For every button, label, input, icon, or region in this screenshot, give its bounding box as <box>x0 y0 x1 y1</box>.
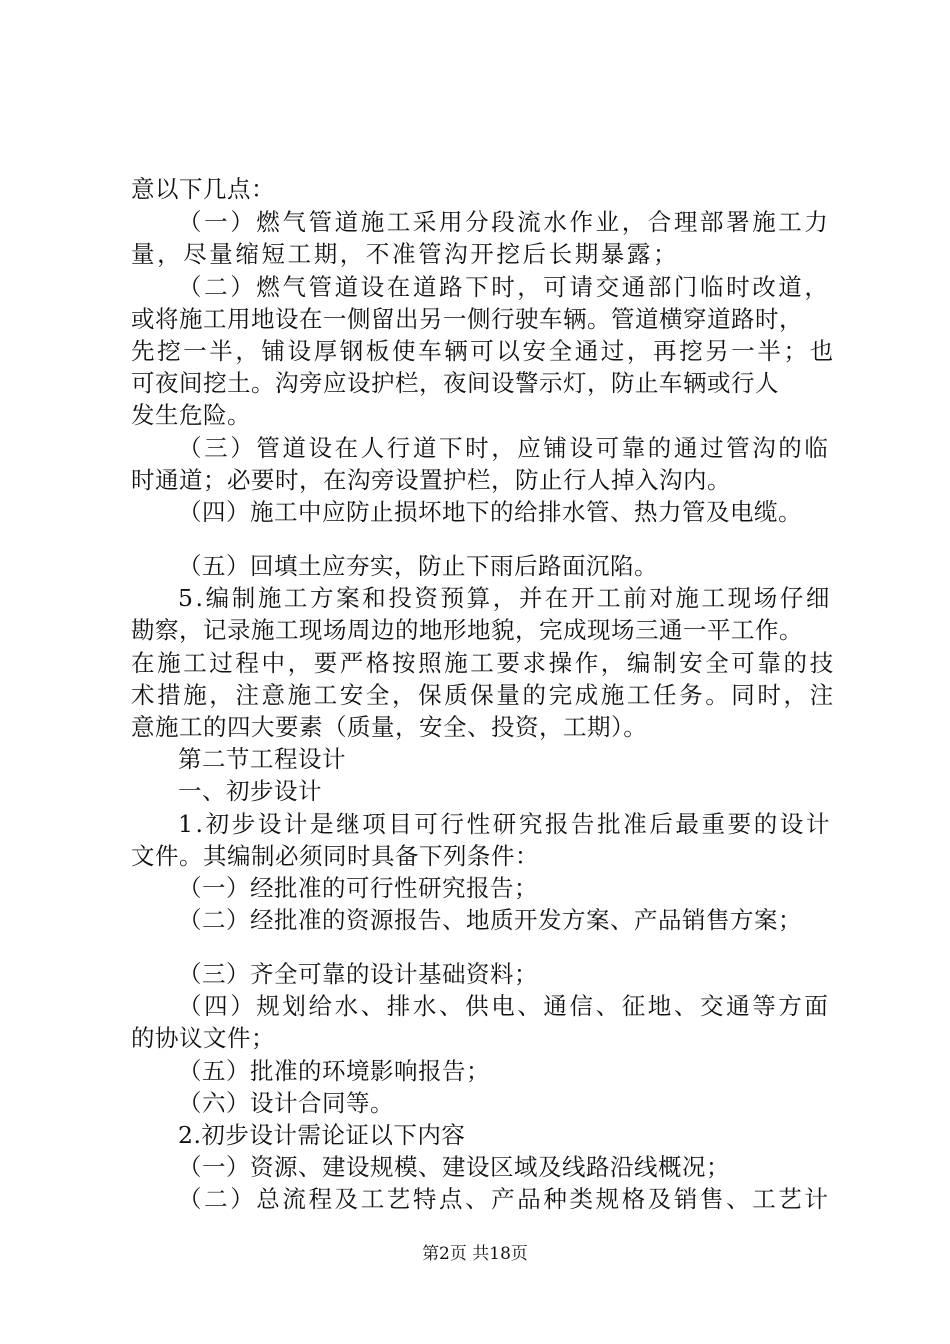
text-line: 文件。其编制必须同时具备下列条件： <box>131 842 539 870</box>
text-line: 2.初步设计需论证以下内容 <box>178 1121 466 1149</box>
text-line: 量，尽量缩短工期，不准管沟开挖后长期暴露； <box>131 240 680 268</box>
text-line: 术措施，注意施工安全，保质保量的完成施工任务。同时，注 <box>131 681 836 709</box>
text-line: 可夜间挖土。沟旁应设护栏，夜间设警示灯，防止车辆或行人 <box>131 369 779 397</box>
text-line: （三）管道设在人行道下时，应铺设可靠的通过管沟的临 <box>178 434 831 462</box>
text-line: 意以下几点： <box>131 175 275 203</box>
text-line: 1.初步设计是继项目可行性研究报告批准后最重要的设计 <box>178 810 833 838</box>
text-line: 的协议文件； <box>131 1024 275 1052</box>
text-line: 勘察，记录施工现场周边的地形地貌，完成现场三通一平工作。 <box>131 616 803 644</box>
text-line: （一）经批准的可行性研究报告； <box>178 874 538 902</box>
subsection-heading: 一、初步设计 <box>178 777 322 805</box>
text-line: 发生危险。 <box>131 401 251 429</box>
section-heading: 第二节工程设计 <box>178 745 346 773</box>
text-line: （二）经批准的资源报告、地质开发方案、产品销售方案； <box>178 906 802 934</box>
text-line: 意施工的四大要素（质量，安全、投资，工期）。 <box>131 713 648 741</box>
text-line: （六）设计合同等。 <box>178 1089 394 1117</box>
text-line: （一）资源、建设规模、建设区域及线路沿线概况； <box>178 1153 730 1181</box>
text-line: （二）总流程及工艺特点、产品种类规格及销售、工艺计 <box>178 1185 831 1213</box>
text-line: （二）燃气管道设在道路下时，可请交通部门临时改道， <box>178 273 831 301</box>
text-line: 或将施工用地设在一侧留出另一侧行驶车辆。管道横穿道路时， <box>131 305 803 333</box>
text-line: （五）批准的环境影响报告； <box>178 1057 490 1085</box>
page-number-footer: 第2页 共18页 <box>422 1244 528 1264</box>
text-line: （四）施工中应防止损坏地下的给排水管、热力管及电缆。 <box>178 498 802 526</box>
text-line: （三）齐全可靠的设计基础资料； <box>178 960 538 988</box>
text-line: 5.编制施工方案和投资预算，并在开工前对施工现场仔细 <box>178 584 833 612</box>
text-line: 在施工过程中，要严格按照施工要求操作，编制安全可靠的技 <box>131 649 836 677</box>
text-line: 时通道；必要时，在沟旁设置护栏，防止行人掉入沟内。 <box>131 466 731 494</box>
text-line: （五）回填土应夯实，防止下雨后路面沉陷。 <box>178 552 658 580</box>
text-line: （一）燃气管道施工采用分段流水作业，合理部署施工力 <box>178 208 831 236</box>
text-line: 先挖一半，铺设厚钢板使车辆可以安全通过，再挖另一半；也 <box>131 337 836 365</box>
text-line: （四）规划给水、排水、供电、通信、征地、交通等方面 <box>178 992 831 1020</box>
